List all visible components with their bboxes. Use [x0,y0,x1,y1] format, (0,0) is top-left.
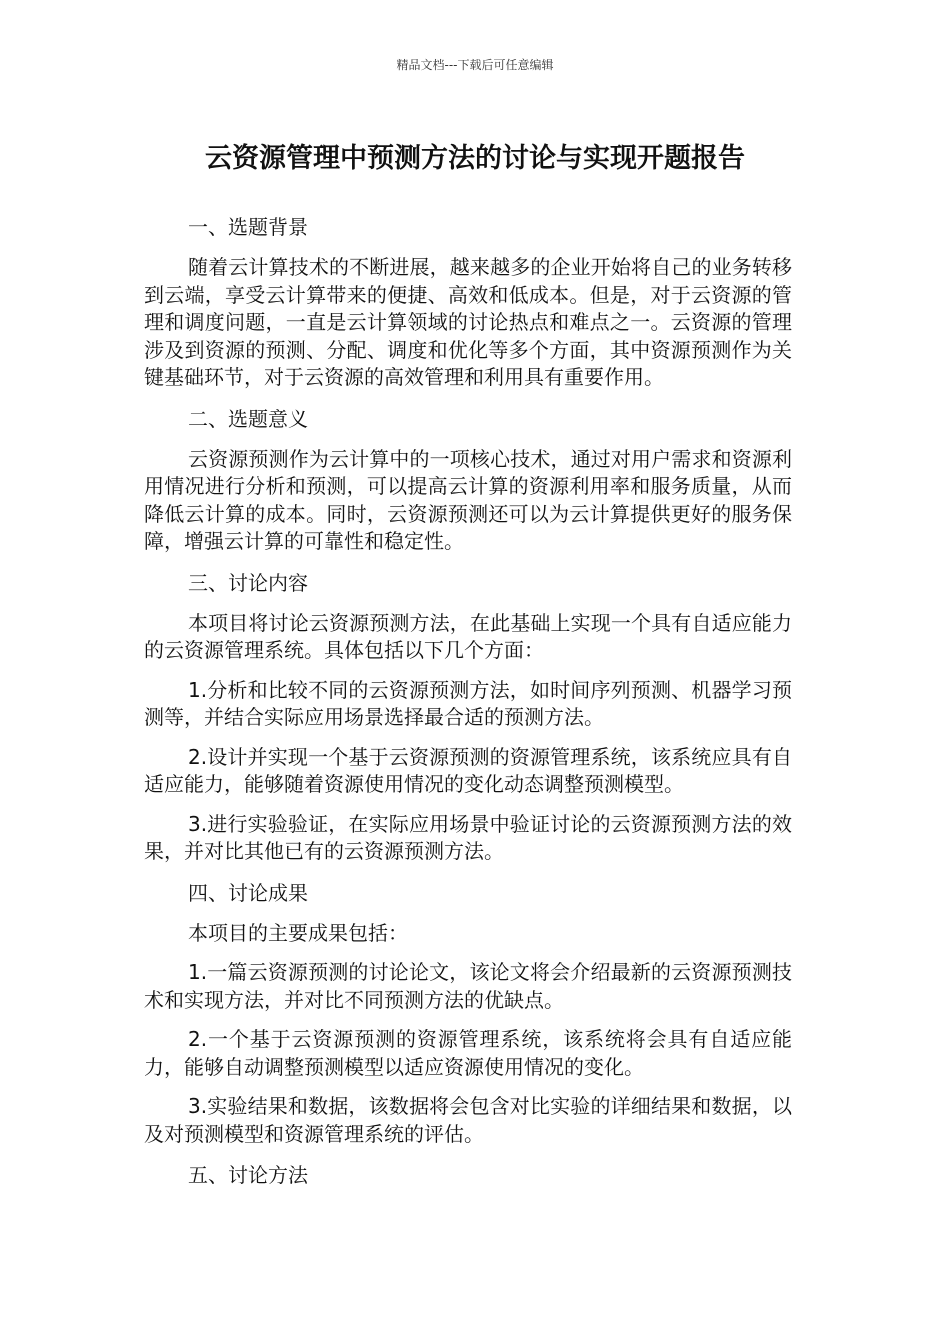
paragraph-outcome-item-3: 3.实验结果和数据，该数据将会包含对比实验的详细结果和数据，以及对预测模型和资源管理系统的评估。 [144,1094,792,1146]
section-heading-significance: 二、选题意义 [188,406,308,431]
section-heading-background: 一、选题背景 [188,215,308,239]
paragraph-research-item-2: 2.设计并实现一个基于云资源预测的资源管理系统，该系统应具有自适应能力，能够随着资源使用情况的变化动态调整预测模型。 [144,744,792,796]
paragraph-significance: 云资源预测作为云计算中的一项核心技术，通过对用户需求和资源利用情况进行分析和预测，可以提高云计算的资源利用率和服务质量，从而降低云计算的成本。同时，云资源预测还可以为云计算提供更好的服务保障，增强云计算的可靠性和稳定性。 [144,446,792,553]
document-title: 云资源管理中预测方法的讨论与实现开题报告 [205,143,745,174]
section-heading-methods: 五、讨论方法 [188,1163,308,1187]
paragraph-outcome-item-1: 1.一篇云资源预测的讨论论文，该论文将会介绍最新的云资源预测技术和实现方法，并对比不同预测方法的优缺点。 [144,960,792,1012]
paragraph-research-item-3: 3.进行实验验证，在实际应用场景中验证讨论的云资源预测方法的效果，并对比其他已有的云资源预测方法。 [144,811,792,863]
section-heading-research-content: 三、讨论内容 [188,570,308,595]
header-note: 精品文档---下载后可任意编辑 [396,58,554,72]
document-body [144,212,792,1202]
paragraph-outcome-item-2: 2.一个基于云资源预测的资源管理系统，该系统将会具有自适应能力，能够自动调整预测模型以适应资源使用情况的变化。 [144,1027,792,1079]
paragraph-background: 随着云计算技术的不断进展，越来越多的企业开始将自己的业务转移到云端，享受云计算带来的便捷、高效和低成本。但是，对于云资源的管理和调度问题，一直是云计算领域的讨论热点和难点之一。云资源的管理涉及到资源的预测、分配、调度和优化等多个方面，其中资源预测作为关键基础环节，对于云资源的高效管理和利用具有重要作用。 [144,255,792,389]
paragraph-research-intro: 本项目将讨论云资源预测方法，在此基础上实现一个具有自适应能力的云资源管理系统。具体包括以下几个方面： [144,610,792,662]
paragraph-outcomes-intro: 本项目的主要成果包括： [188,920,408,945]
paragraph-research-item-1: 1.分析和比较不同的云资源预测方法，如时间序列预测、机器学习预测等，并结合实际应用场景选择最合适的预测方法。 [144,677,792,729]
section-heading-outcomes: 四、讨论成果 [188,880,308,905]
